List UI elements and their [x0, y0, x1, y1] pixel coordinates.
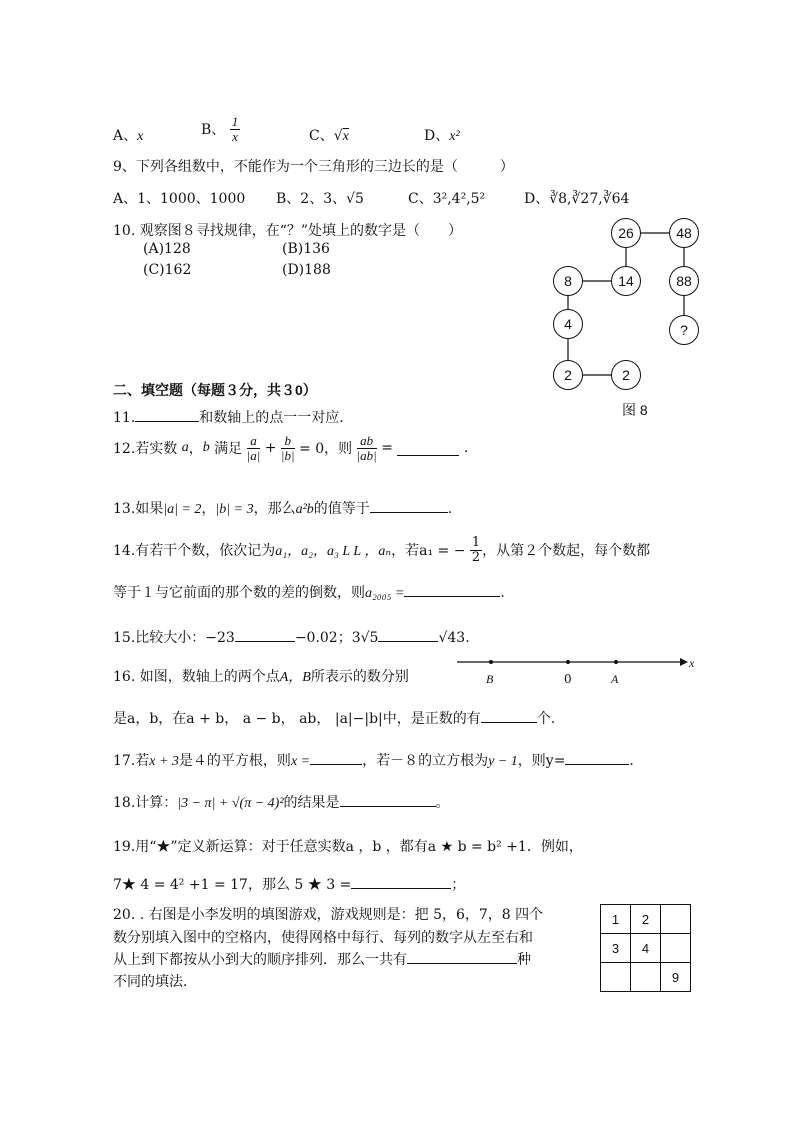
q16-label-a: A [611, 672, 619, 686]
q8-option-c: C、√x [309, 128, 349, 144]
figure8-node-14: 14 [611, 266, 641, 296]
q11: 11. 和数轴上的点一一对应. [113, 407, 344, 427]
q9-stem: 9、下列各组数中，不能作为一个三角形的三边长的是（ ） [113, 159, 514, 175]
q14-line2: 等于１与它前面的那个数的差的倒数，则a₂₀₀₅ = . [113, 582, 505, 602]
q10-option-a: (A)128 [143, 241, 191, 257]
figure8-node-question: ? [669, 315, 699, 345]
q10-option-d: (D)188 [282, 262, 331, 278]
grid-cell: 1 [601, 905, 631, 934]
q16-line1: 16. 如图，数轴上的两个点A，B所表示的数分别 [113, 669, 409, 685]
q9-option-c: C、3²,4²,5² [408, 191, 486, 207]
grid-cell: 9 [661, 963, 691, 992]
grid-cell [661, 934, 691, 963]
figure8-node-88: 88 [669, 266, 699, 296]
section2-title: 二、填空题（每题３分，共３0） [113, 382, 317, 398]
grid-cell: 4 [631, 934, 661, 963]
q8-option-d: D、x² [424, 128, 460, 144]
q14-line1: 14.有若干个数，依次记为a₁，a₂，a₃ L L ，aₙ，若a₁ = − $\frac{1}{2}$ ，从第２个数起，每个数都 [113, 535, 651, 565]
q20-line2: 数分别填入图中的空格内，使得网格中每行、每列的数字从左至右和 [113, 930, 533, 946]
figure8-node-48: 48 [669, 218, 699, 248]
q9-option-b: B、2、3、√5 [276, 191, 364, 207]
q20-grid [600, 904, 691, 992]
q13: 13.如果|a| = 2，|b| = 3，那么a²b的值等于 . [113, 498, 452, 518]
q10-option-c: (C)162 [143, 262, 192, 278]
q19-line2: 7★ 4 = 4² +1 = 17，那么 5 ★ 3 = ； [113, 874, 465, 894]
grid-cell: 3 [601, 934, 631, 963]
q16-label-0: 0 [564, 672, 572, 686]
q20-line1: 20. . 右图是小李发明的填图游戏，游戏规则是：把 5，6，7，8 四个 [113, 907, 544, 923]
q17: 17.若x + 3是４的平方根，则x = ，若－８的立方根为y − 1，则y= . [113, 750, 634, 770]
figure8-node-4: 4 [553, 309, 583, 339]
q10-option-b: (B)136 [282, 241, 330, 257]
q8-option-b: B、 $\frac{1}{x}$ [201, 114, 239, 144]
grid-cell [601, 963, 631, 992]
q12: 12.若实数 a，b 满足 $\frac{a}{|a|}$ + $\frac{b}{|b|}$ = 0，则 $\frac{ab}{|ab|}$ = . [113, 433, 469, 463]
grid-cell: 2 [631, 905, 661, 934]
q16-line2: 是a，b，在a + b， a − b， ab， |a|−|b|中，是正数的有 个. [113, 708, 555, 728]
figure8-node-2b: 2 [611, 360, 641, 390]
figure8-caption: 图 8 [622, 402, 648, 418]
q8-option-a: A、x [113, 128, 144, 144]
figure8-node-2a: 2 [553, 360, 583, 390]
q10-stem: 10. 观察图８寻找规律，在“？”处填上的数字是（ ） [113, 223, 463, 239]
q16-axis-x: x [689, 656, 695, 670]
q16-label-b: B [486, 672, 494, 686]
q18: 18.计算：|3 − π| + √(π − 4)²的结果是 。 [113, 792, 450, 812]
grid-cell [631, 963, 661, 992]
figure8-node-8: 8 [553, 266, 583, 296]
figure8-node-26: 26 [611, 218, 641, 248]
grid-cell [661, 905, 691, 934]
q9-option-d: D、∛8,∛27,∛64 [524, 191, 630, 207]
q15: 15.比较大小：−23 −0.02；3√5 √43. [113, 627, 470, 647]
q9-option-a: A、1、1000、1000 [113, 191, 246, 207]
q19-line1: 19.用“★”定义新运算：对于任意实数a ，b ，都有a ★ b = b² +1．例如， [113, 839, 583, 855]
q20-line4: 不同的填法． [113, 974, 197, 990]
q20-line3: 从上到下都按从小到大的顺序排列．那么一共有 种 [113, 949, 531, 969]
